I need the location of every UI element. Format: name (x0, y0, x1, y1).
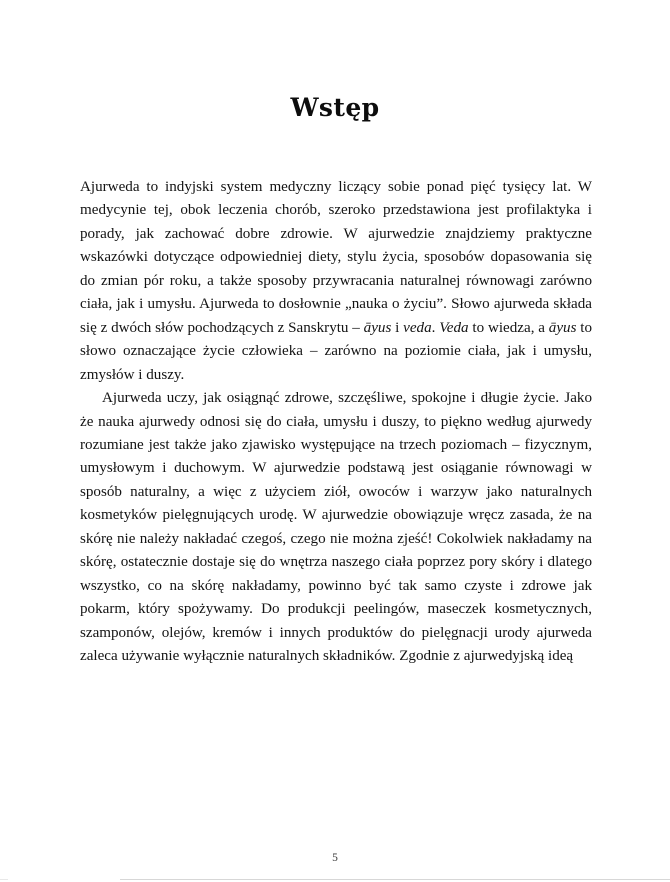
page-number: 5 (332, 852, 338, 864)
footer-divider (120, 879, 670, 880)
sanskrit-term-ayus-second: āyus (548, 319, 577, 336)
paragraph-text-segment: to słowo oznaczające życie człowieka – zarówno na poziomie ciała, jak i umysłu, zmysłów i duszy. (80, 319, 593, 383)
paragraph-text-segment: to wiedza, a (468, 319, 549, 336)
paragraph-text-segment: Ajurweda to indyjski system medyczny liczący sobie ponad pięć tysięcy lat. W medycynie tej, obok leczenia chorób, szeroko przedstawiona jest profilaktyka i porady, jak zachować dobre zdrowie. W ajurwedzie znajdziemy praktyczne wskazówki dotyczące odpowiedniej diety, stylu życia, sposobów dopasowania się do zmian pór roku, a także sposoby przywracania naturalnej równowagi zarówno ciała, jak i umysłu. Ajurweda to dosłownie „nauka o życiu”. Słowo ajurweda składa się z dwóch słów pochodzących z Sanskrytu – (80, 179, 592, 336)
footer-edge-mark (0, 879, 8, 880)
sanskrit-term-veda: veda (403, 319, 432, 336)
sanskrit-term-ayus: āyus (363, 319, 392, 336)
paragraph-intro-definition (80, 176, 592, 387)
page-title: Wstęp (290, 93, 380, 122)
paragraph-text-segment: . (431, 319, 440, 336)
paragraph-beauty-principles: Ajurweda uczy, jak osiągnąć zdrowe, szczęśliwe, spokojne i długie życie. Jako że nauka ajurwedy odnosi się do ciała, umysłu i duszy, to piękno według ajurwedy rozumiane jest także jako zjawisko występujące na trzech poziomach – fizycznym, umysłowym i duchowym. W ajurwedzie podstawą jest osiąganie równowagi w sposób naturalny, a więc z użyciem ziół, owoców i warzyw jako naturalnych kosmetyków pielęgnujących urodę. W ajurwedzie obowiązuje wręcz zasada, że na skórę nie należy nakładać czegoś, czego nie można zjeść! Cokolwiek nakładamy na skórę, ostatecznie dostaje się do wnętrza naszego ciała poprzez pory skóry i dlatego wszystko, co na skórę nakładamy, powinno być tak samo czyste i zdrowe jak pokarm, który spożywamy. Do produkcji peelingów, maseczek kosmetycznych, szamponów, olejów, kremów i innych produktów do pielęgnacji urody ajurweda zaleca używanie wyłącznie naturalnych składników. Zgodnie z ajurwedyjską ideą (80, 390, 592, 665)
paragraph-text-segment: i (391, 319, 404, 336)
body-text-block (80, 176, 592, 669)
sanskrit-term-veda-capital: Veda (439, 319, 469, 336)
